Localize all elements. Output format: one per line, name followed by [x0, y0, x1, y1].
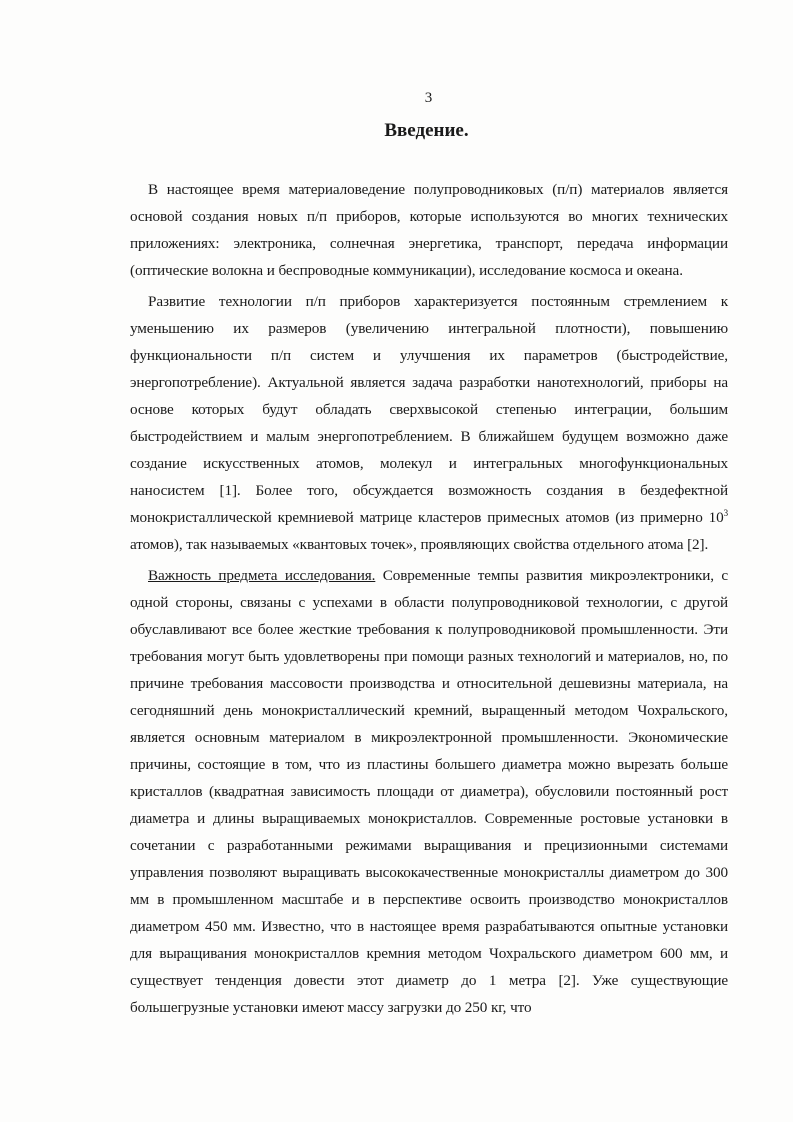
superscript-exponent: 3 — [723, 507, 728, 518]
paragraph-importance-text: Современные темпы развития микроэлектроники, с одной стороны, связаны с успехами в области полупроводниковой технологии, с другой обуславливают все более жесткие требования к полупроводниковой промышленности. Эти требования могут быть удовлетворены при помощи разных технологий и материалов, но, по причине требования массовости производства и относительной дешевизны материала, на сегодняшний день монокристаллический кремний, выращенный методом Чохральского, является основным материалом в микроэлектронной промышленности. Экономические причины, состоящие в том, что из пластины большего диаметра можно вырезать больше кристаллов (квадратная зависимость площади от диаметра), обусловили постоянный рост диаметра и длины выращиваемых монокристаллов. Современные ростовые установки в сочетании с разработанными режимами выращивания и прецизионными системами управления позволяют выращивать высококачественные монокристаллы диаметром до 300 мм в промышленном масштабе и в перспективе освоить производство монокристаллов диаметром 450 мм. Известно, что в настоящее время разрабатываются опытные установки для выращивания монокристаллов кремния методом Чохральского диаметром 600 мм, и существует тенденция довести этот диаметр до 1 метра [2]. Уже существующие большегрузные установки имеют массу загрузки до 250 кг, что — [130, 567, 729, 1016]
paragraph-intro: В настоящее время материаловедение полупроводниковых (п/п) материалов является основой создания новых п/п приборов, которые используются во многих технических приложениях: электроника, солнечная энергетика, транспорт, передача информации (оптические волокна и беспроводные коммуникации), исследование космоса и океана. — [130, 181, 728, 279]
page-number: 3 — [424, 90, 433, 106]
importance-heading: Важность предмета исследования. — [148, 567, 376, 584]
paragraph-technology — [130, 288, 728, 558]
paragraph-technology-tail: атомов), так называемых «квантовых точек», проявляющих свойства отдельного атома [2]. — [130, 536, 709, 553]
body-text — [130, 176, 728, 1021]
paragraph-importance — [130, 562, 728, 1021]
section-title: Введение. — [384, 120, 469, 141]
paragraph-technology-text: Развитие технологии п/п приборов характеризуется постоянным стремлением к уменьшению их размеров (увеличению интегральной плотности), повышению функциональности п/п систем и улучшения их параметров (быстродействие, энергопотребление). Актуальной является задача разработки нанотехнологий, приборы на основе которых будут обладать сверхвысокой степенью интеграции, большим быстродействием и малым энергопотреблением. В ближайшем будущем возможно даже создание искусственных атомов, молекул и интегральных многофункциональных наносистем [1]. Более того, обсуждается возможность создания в бездефектной монокристаллической кремниевой матрице кластеров примесных атомов (из примерно 10 — [130, 293, 728, 526]
